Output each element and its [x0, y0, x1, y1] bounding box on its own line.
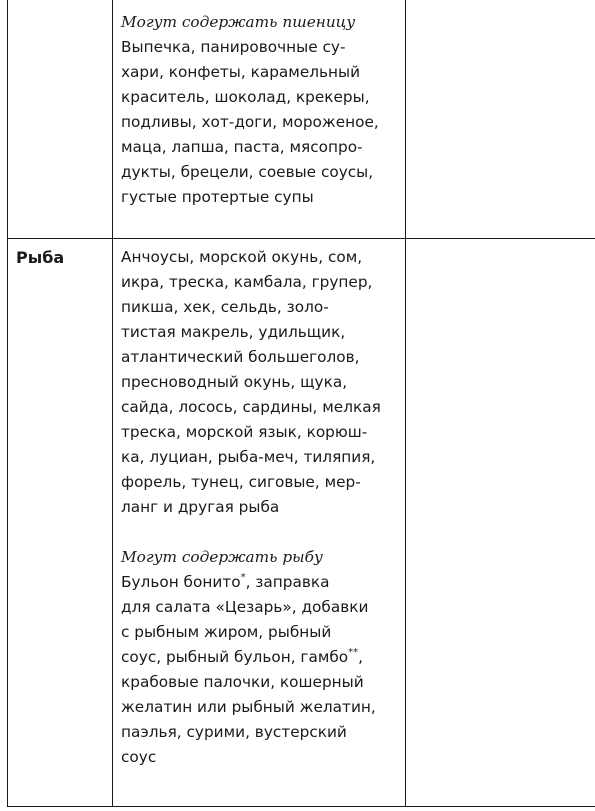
- items-cell: [113, 239, 406, 807]
- empty-cell: [406, 239, 595, 807]
- category-cell: [8, 0, 113, 239]
- spacer: [121, 520, 405, 545]
- text-line: Выпечка, панировочные су-: [121, 38, 346, 56]
- text-line: [121, 570, 405, 595]
- text-line: пресноводный окунь, щука,: [121, 373, 348, 392]
- text-line: Анчоусы, морской окунь, сом,: [121, 248, 363, 267]
- table-row: [8, 0, 595, 239]
- text-line: дукты, брецели, соевые соусы,: [121, 163, 374, 181]
- text-line: паэлья, сурими, вустерский: [121, 723, 347, 742]
- text-line: треска, морской язык, корюш-: [121, 423, 368, 442]
- footnote-mark: *: [240, 572, 246, 584]
- empty-cell: [406, 0, 595, 239]
- text-line: желатин или рыбный желатин,: [121, 698, 376, 717]
- text-line: соус: [121, 748, 157, 767]
- text-line: ланг и другая рыба: [121, 498, 280, 517]
- category-label: [8, 0, 112, 6]
- text-fragment: Бульон бонито: [121, 573, 241, 592]
- text-line: сайда, лосось, сардины, мелкая: [121, 398, 381, 417]
- food-table: [7, 0, 595, 807]
- category-cell: [8, 239, 113, 807]
- text-line: краситель, шоколад, крекеры,: [121, 88, 370, 106]
- note-heading: Могут содержать пшеницу: [121, 13, 356, 31]
- text-fragment: ,: [358, 648, 364, 667]
- text-line: хари, конфеты, карамельный: [121, 63, 361, 81]
- text-line: подливы, хот-доги, мороженое,: [121, 113, 379, 131]
- text-line: для салата «Цезарь», добавки: [121, 598, 369, 617]
- text-line: маца, лапша, паста, мясопро-: [121, 138, 363, 156]
- text-line: пикша, хек, сельдь, золо-: [121, 298, 329, 317]
- text-line: крабовые палочки, кошерный: [121, 673, 364, 692]
- text-fragment: , заправка: [245, 573, 330, 592]
- table-row: [8, 239, 595, 807]
- text-line: густые протертые супы: [121, 188, 314, 206]
- items-cell: [113, 0, 406, 239]
- footnote-mark: **: [348, 647, 359, 659]
- text-line: ка, луциан, рыба-меч, тиляпия,: [121, 448, 376, 467]
- text-line: [121, 645, 405, 670]
- text-line: форель, тунец, сиговые, мер-: [121, 473, 361, 492]
- text-line: икра, треска, камбала, групер,: [121, 273, 373, 292]
- text-fragment: соус, рыбный бульон, гамбо: [121, 648, 349, 667]
- category-label: Рыба: [16, 248, 65, 268]
- text-line: атлантический большеголов,: [121, 348, 360, 367]
- text-line: тистая макрель, удильщик,: [121, 323, 346, 342]
- text-line: с рыбным жиром, рыбный: [121, 623, 332, 642]
- note-heading: Могут содержать рыбу: [121, 548, 323, 567]
